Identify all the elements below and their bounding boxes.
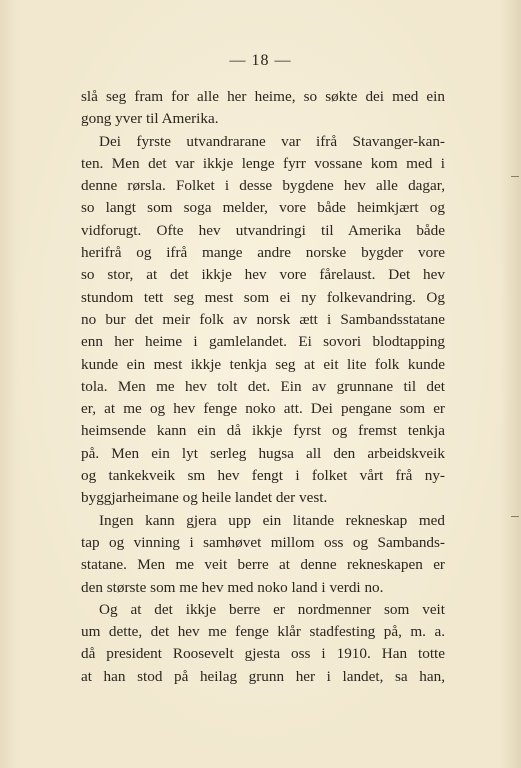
text-line: um dette, det hev me fenge klår stadfesting på, m. a. (81, 623, 445, 641)
text-line: heimsende kann ein då ikkje fyrst og fremst tenkja (81, 422, 445, 440)
text-line: Dei fyrste utvandrarane var ifrå Stavanger-kan- (99, 132, 445, 150)
page-number: — 18 — (229, 52, 292, 69)
text-line: byggjarheimane og heile landet der vest. (81, 489, 328, 507)
text-line: herifrå og ifrå mange andre norske bygder vore (81, 244, 445, 262)
paper-edge-mark (511, 516, 519, 517)
text-line: enn her heime i gamlelandet. Ei sovori blodtapping (81, 333, 445, 351)
text-line: vidforugt. Ofte hev utvandringi til Amerika både (81, 221, 445, 239)
text-line: tap og vinning i samhøvet millom oss og Sambands- (81, 533, 445, 551)
text-line: at han stod på heilag grunn her i landet, sa han, (81, 667, 445, 685)
text-line: so stor, at det ikkje hev vore fårelaust. Det hev (81, 266, 445, 284)
text-line: kunde ein mest ikkje tenkja seg at eit lite folk kunde (81, 355, 445, 373)
text-line: Ingen kann gjera upp ein litande rekneskap med (99, 511, 445, 529)
text-line: statane. Men me veit berre at denne rekneskapen er (81, 556, 445, 574)
text-line: stundom tett seg mest som ei ny folkevandring. Og (81, 288, 445, 306)
text-line: gong yver til Amerika. (81, 110, 219, 128)
text-line: Og at det ikkje berre er nordmenner som veit (99, 600, 445, 618)
body-text (81, 86, 445, 688)
text-line: slå seg fram for alle her heime, so søkte dei med ein (81, 88, 445, 105)
text-line: no bur det meir folk av norsk ætt i Sambandsstatane (81, 310, 445, 328)
text-line: denne rørsla. Folket i desse bygdene hev alle dagar, (81, 177, 445, 195)
text-line: so langt som soga melder, vore både heimkjært og (81, 199, 445, 217)
text-line: tola. Men me hev tolt det. Ein av grunnane til det (81, 377, 445, 395)
text-line: den største som me hev med noko land i verdi no. (81, 578, 384, 596)
text-line: då president Roosevelt gjesta oss i 1910. Han totte (81, 645, 445, 663)
text-line: er, at me og hev fenge noko att. Dei pengane som er (81, 400, 445, 418)
paper-edge-mark (511, 176, 519, 177)
text-line: og tankekveik sm hev fengt i folket vårt frå ny- (81, 467, 445, 485)
text-line: ten. Men det var ikkje lenge fyrr vossane kom med i (81, 154, 445, 172)
text-line: på. Men ein lyt serleg hugsa all den arbeidskveik (81, 444, 445, 462)
